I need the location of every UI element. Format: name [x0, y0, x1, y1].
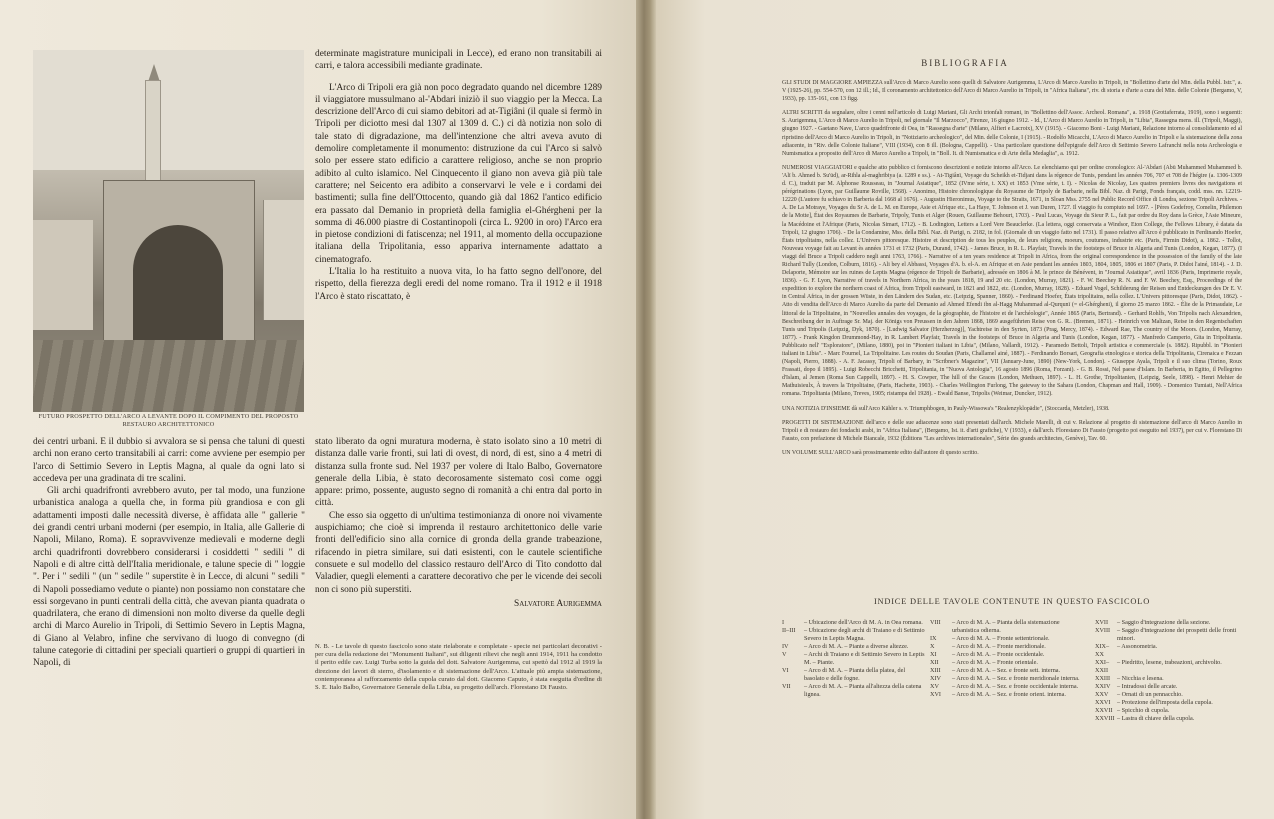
paragraph: Gli archi quadrifronti avrebbero avuto, per tal modo, una funzione urbanistica analoga a quella che, in forma più grandiosa e con gli adattamenti imposti dalle necessità diverse, è affidata alle " gallerie " dei grandi centri urbani moderni (per esempio, in Italia, alle Gallerie di Napoli, Milano, Roma). E sopravvivenze medievali e moderne degli archi quadrifronti dovrebbero considerarsi i cosiddetti " sedili " di Napoli e di altre città dell'Italia meridionale, e talune specie di " loggie ". Per i " sedili " (un " sedile " superstite è in Lecce, di alcuni " sedili " di Napoli possediamo vedute o piante) non possiamo non constatare che essi sorgevano in punti centrali della città, che avevan pianta quadrata o quadrilatera, che erano di dimensioni non molto diverse da quelle degli archi di Marco Aurelio in Tripoli, di Settimio Severo in Leptis Magna, di Giano al Velabro, infine che servivano di luogo di convegno (di talune categorie di cittadini per speciali quartieri o gruppi di quartieri in Napoli, di — [33, 486, 305, 669]
plate-number: XII — [930, 659, 939, 666]
paragraph: stato liberato da ogni muratura moderna, è stato isolato sino a 10 metri di distanza dalle varie fronti, sui lati di ovest, di nord, di est, sino a 4 metri di distanza sulla fronte sud. Nel 1937 per volere di Italo Balbo, Governatore generale della Libia, è stato decorosamente sistemato così come oggi appare: primo, possente, augusto segno di romanità a chi entra dal porto in città. — [315, 437, 602, 509]
paragraph: determinate magistrature municipali in Lecce), ed erano non transitabili ai carri, e talora accessibili mediante gradinate. — [315, 49, 602, 72]
index-entry — [930, 659, 1085, 667]
plate-number: XIII — [930, 667, 941, 674]
plate-title: – Arco di M. A. – Pianta della platea, del basolato e delle fogne. — [804, 667, 906, 682]
plate-number: XVIII — [1095, 627, 1111, 634]
text-column-1 — [315, 48, 602, 303]
index-column-3 — [1095, 619, 1245, 723]
plate-title: – Spicchio di cupola. — [1117, 707, 1170, 714]
index-entry — [1095, 627, 1245, 643]
index-entry — [1095, 715, 1245, 723]
index-entry — [930, 667, 1085, 675]
plate-title: – Piedritto, lesene, trabeazioni, archivolto. — [1117, 659, 1222, 666]
index-title: INDICE DELLE TAVOLE CONTENUTE IN QUESTO FASCICOLO — [873, 597, 1151, 606]
photo-caption: FUTURO PROSPETTO DELL'ARCO A LEVANTE DOPO IL COMPIMENTO DEL PROPOSTO RESTAURO ARCHITETTONICO — [38, 413, 299, 428]
plate-number: X — [930, 643, 935, 650]
index-entry — [930, 651, 1085, 659]
left-page — [0, 0, 636, 819]
plate-number: XI — [930, 651, 937, 658]
index-column-2 — [930, 619, 1085, 699]
author-signature: Salvatore Aurigemma — [514, 598, 602, 609]
plate-number: VI — [782, 667, 789, 674]
plate-number: XV — [930, 683, 939, 690]
index-entry — [930, 675, 1085, 683]
plate-number: VIII — [930, 619, 941, 626]
plate-number: XVII — [1095, 619, 1109, 626]
plate-number: V — [782, 651, 787, 658]
plate-number: XXVIII — [1095, 715, 1115, 722]
index-entry — [1095, 699, 1245, 707]
paragraph: L'Italia lo ha restituito a nuova vita, lo ha fatto segno dell'onore, del rispetto, della fierezza degli eredi del nome romano. Tra il 1912 e il 1918 l'Arco è stato riscattato, è — [315, 267, 602, 302]
plate-number: XVI — [930, 691, 941, 698]
plate-title: – Arco di M. A. – Fronte occidentale. — [952, 651, 1045, 658]
bibliography — [782, 79, 1242, 463]
index-entry — [1095, 659, 1245, 675]
index-entry — [782, 651, 927, 667]
paragraph: Che esso sia oggetto di un'ultima testimonianza di onore noi vivamente auspichiamo; che cioè si imprenda il restauro architettonico delle varie fronti dell'edificio sino alla cornice di gronda della grande trabeazione, rifacendo in pietra similare, sui dati esistenti, con le cautele scientifiche consuete e sul modello del classico restauro dell'Arco di Tito condotto dal Valadier, quegli elementi a carattere decorativo che per le vicende dei secoli non ci sono più superstiti. — [315, 510, 602, 595]
plate-title: – Arco di M. A. – Sez. e fronte orient. interna. — [952, 691, 1066, 698]
book-gutter — [636, 0, 656, 819]
index-entry — [1095, 643, 1245, 659]
plate-title: – Arco di M. A. – Pianta della sistemazione urbanistica odierna. — [952, 619, 1060, 634]
index-entry — [782, 643, 927, 651]
paved-ground — [33, 340, 304, 412]
bibliography-paragraph: UN VOLUME SULL'ARCO sarà prossimamente edito dall'autore di questo scritto. — [782, 449, 979, 456]
plate-title: – Ubicazione degli archi di Traiano e di Settimio Severo in Leptis Magna. — [804, 627, 925, 642]
index-entry — [930, 683, 1085, 691]
plate-title: – Ubicazione dell'Arco di M. A. in Oea romana. — [804, 619, 923, 626]
index-entry — [930, 691, 1085, 699]
index-entry — [782, 627, 927, 643]
plate-number: VII — [782, 683, 791, 690]
plate-title: – Arco di M. A. – Fronte meridionale. — [952, 643, 1046, 650]
index-entry — [782, 619, 927, 627]
plate-number: IV — [782, 643, 789, 650]
plate-number: XIV — [930, 675, 941, 682]
plate-title: – Ornati di un pennacchio. — [1117, 691, 1183, 698]
bibliography-paragraph: NUMEROSI VIAGGIATORI e qualche atto pubblico ci forniscono descrizioni e notizie intorno all'Arco. Le elenchiamo qui per ordine cronologico: Al-'Abdari (Abū Muhammed Muhammed b. 'Alī b. Ahmed b. Su'ūd), ar-Rihla al-maghribiya (a. 1289 e ss.). - At-Tigiânī, Voyage du Scheikh et-Tidjani dans la régence de Tunis, pendant les années 706, 707 et 708 de l'hégire (a. 1306-1309 d. C.), traduit par M. Alphonse Rousseau, in "Journal Asiatique", 1852 (IVme série, t. XX) et 1853 (Vme série, t. I). - Nicolas de Nicolay, Les quatres premiers livres des navigations et pérégrinations (Lyon, par Guillaume Roville, 1568). - Anonimo, Histoire chronologique du Royaume de Tripoly de Barbarie, nella Bibl. Naz. di Parigi, Fonds français, codd. mss. nn. 12219-12220 (L'autore fu schiavo in Barberia dal 1668 al 1676). - Augustin Hieronimus, Voyage to the Straits, 1671, in Sloan Mss. 2755 nel Public Record Office di Londra, sezione Tripoli Archives. - A. De La Motraye, Voyages du Sr A. de L. M. en Europe, Asie et Afrique etc., La Haye, T. Johnson et J. van Duren, 1727. Il viaggio fu compiuto nel 1697. - [Pères Godefroy, Comelin, Philemon de la Motte], État des Royaumes de Barbarie, Tripoly, Tunis et Alger (Rouen, Guillaume Behourt, 1703). - Paul Lucas, Voyage du Sieur P. L., fait par ordre du Roy dans la Grèce, l'Asie Mineure, la Macédoine et l'Afrique (Paris, Nicolas Simart, 1712). - B. Lodington, Letters a Lord Vere Beauclerke. (La lettera, oggi conservata a Windsor, Eton College, the Fellows Library, è datata da Tripoli, 12 giugno 1706). - De la Condamine, Mss. della Bibl. Naz. di Parigi, n. 2182, in fol. (Giornale di un viaggio fatto nel 1731). Il passo relativo all'Arco è pubblicato in Ferdinando Hoefer, États tripolitains, nella collez. L'Univers pittoresque. Histoire et description de tous les peuples, de leurs religions, moeurs, coutumes, industrie etc. (Paris, Firmin Didot), a. 1862. - Tollot, Nouveau voyage fait au Levant ès années 1731 et 1732 (Paris, Durand, 1742). - James Bruce, in R. L. Playfair, Travels in the footsteps of Bruce in Algeria and Tunis (London, Kegan, 1877). (I viaggi del Bruce a Tripoli caddero negli anni 1763, 1766). - Narrative of a ten years residence at Tripoli in Africa, from the original correspondence in the possession of the family of the late Richard Tully (London, Colburn, 1816). - Ali bey el Abbassi, Voyages d'A. b. el-A. en Afrique et en Asie pendant les années 1803, 1804, 1805, 1806 et 1807 (Paris, P. Didot l'ainé, 1814). - J. D. Delaporte, Mémoire sur les ruines de Leptis Magna (régence de Tripoli de Barbarie), adressée en 1806 à M. le prince de Bénévent, in "Journal Asiatique", avril 1836 (Paris, Imprimerie royale, 1836). - G. F. Lyon, Narrative of travels in Northern Africa, in the years 1818, 19 and 20 etc. (London, Murray, 1821). - F. W. Beechey R. N. and F. W. Beechey, Esq., Proceedings of the expedition to explore the northern coast of Africa, from Tripoli eastward, in 1821 and 1822, etc. (London, Murray, 1828). - Eduard Vogel, Schilderung der Reisen und Entdeckungen des Dr E. V. in Central Africa, in der grossen Wüste, in den Ländern des Sudan, etc. (Leipzig, Spanner, 1860). - Ferdinand Hoefer, États tripolitains, nella collez. L'Univers pittoresque (Paris, Didot, 1862). - Atto di vendita dell'Arco di Marco Aurelio da parte del Demanio ad Ahmed Efendi ibn al-Hagg Muhammad al-Qurqunī (= el-Ghérgheni), il giorno 25 marzo 1862. - Élie de la Primaudaie, Le littoral de la Tripolitaine, in "Nouvelles annales des voyages, de la géographie, de l'histoire et de l'archéologie", Année 1865 (Paris, Bertrand). - Gerhard Rohlfs, Von Tripolis nach Alexandrien, Beschreibung der in Auftrage Sr. Maj. der Königs von Preussen in den Jahren 1868, 1869 ausgeführten Reise von G. R.. (Bremen, 1871). - Heinrich von Maltzan, Reise in den Regentschaften Tunis und Tripolis (Leipzig, Dyk, 1870). - [Ludwig Salvator (Herzherzog)], Yachtreise in den Syrten, 1873 (Prag, Mercy, 1874). - Edward Rae, The country of the Moors. (London, Murray, 1877). - Frank Kingdon Drummond-Hay, in R. Lambert Playfair, Travels in the footsteps of Bruce in Algeria and Tunis (London, Kegan, 1877). - Manfredo Camperio, Gita in Tripolitania. Pubblicato nell' "Esploratore", (Milano, 1880), poi in "Pionieri italiani in Libia", (Milano, Vallardi, 1912). - Paramedo Bettoli, Tripoli artistica e commerciale (s. 1882). Ripubbl. in "Pionieri italiani in Libia". - Marc Fournel, La Tripolitaine. Les routes du Soudan (Paris, Challamel ainé, 1887). - Ferdinando Borsari, Geografia etnologica e storica della Tripolitania, Cirenaica e Fezzan (Napoli, Pierro, 1888). - A. F. Jacassy, Tripoli of Barbary, in "Scribner's Magazine", VII (January-June, 1890) (New-York, London). - Giuseppe Ayala, Tripoli e il suo clima (Torino, Roux Frassati, dopo il 1895). - Luigi Robecchi Bricchetti, Tripolitania, in "Nuova Antologia", 16 agosto 1896 (Roma, Forzani). - G. B. Rossi, Nel paese d'Islam. In Barberia, in Egitto, il Pellegrino d'Islam, al Jemen (Roma Sun Cappelli, 1897). - H. S. Cowper, The hill of the Graces (London, Methuen, 1897). - L. H. Grothe, Tripolitanien, (Leipzig, Seele, 1898). - Henri Mehier de Mathuisieulx, À travers la Tripolitaine, (Paris, Hachette, 1903). - Charles Wellington Furlong, The gateway to the Sahara (London, Chapman and Hall, 1909). - Domenico Tumiati, Nell'Africa romana. Tripolitania (Milano, Treves, 1905; ristampa del 1928). - Ewald Banse, Tripolis (Weimar, Duncker, 1912). — [782, 164, 1242, 398]
plate-title: – Arco di M. A. – Sez. e fronte occidentale interna. — [952, 683, 1079, 690]
plate-title: – Arco di M. A. – Fronte orientale. — [952, 659, 1038, 666]
plate-title: – Arco di M. A. – Sez. e fronte sett. interna. — [952, 667, 1061, 674]
plate-number: II–III — [782, 627, 796, 634]
index-entry — [1095, 707, 1245, 715]
plate-number: XXIII — [1095, 675, 1111, 682]
plate-title: – Lastra di chiave della cupola. — [1117, 715, 1195, 722]
index-entry — [930, 643, 1085, 651]
plate-number: XIX–XX — [1095, 643, 1110, 658]
index-column-1 — [782, 619, 927, 699]
paragraph: L'Arco di Tripoli era già non poco degradato quando nel dicembre 1289 il viaggiatore mussulmano al-'Abdari iniziò il suo viaggio per la Mecca. La descrizione dell'Arco di cui siamo debitori ad at-Tigiâni (il quale si fermò in Tripoli per diciotto mesi dal 1307 al 1309 d. C.) ci dà notizia non solo di tale stato di digradazione, ma dell'intenzione che altri aveva avuto di demolire completamente il monumento: distruzione da cui l'Arco si salvò solo per essere stato edificio a carattere religioso, anche se non proprio adibito al culto islamico. Nel Cinquecento il giano non aveva già più tale carattere; nel Seicento era adibito a conservarvi le vele e i cordami dei bastimenti; sulla fine dell'Ottocento, quando già dal 1862 l'antico edificio era passato dal Demanio in proprietà della famiglia el-Ghérgheni per la somma di 46.000 piastre di Costantinopoli (circa L. 9200 in oro) l'Arco era in pietose condizioni di fatiscenza; nel 1911, al momento della occupazione italiana della Tripolitania, esso appariva internamente adattato a cinematografo. — [315, 82, 602, 265]
plate-title: – Protezione dell'imposta della cupola. — [1117, 699, 1213, 706]
footnote: N. B. - Le tavole di questo fascicolo sono state rielaborate e completate - specie nei particolari decorativi - per cura della redazione dei "Monumenti Italiani", sui diligenti rilievi che negli anni 1914, 1911 ha condotto il perito edile cav. Luigi Turba sotto la guida del dott. Salvatore Aurigemma, cui spettò dal 1912 al 1919 la direzione dei lavori di sterro, d'isolamento e di sistemazione dell'Arco. L'attuale più ampia sistemazione, contemporanea al rafforzamento della cupola curato dal dott. Giacomo Caputo, è stata eseguita d'ordine di S. E. Italo Balbo, Governatore Generale della Libia, su progetto dell'arch. Florestano Di Fausto. — [315, 643, 602, 692]
index-entry — [782, 667, 927, 683]
index-entry — [1095, 683, 1245, 691]
plate-number: I — [782, 619, 785, 626]
index-entry — [1095, 619, 1245, 627]
plate-title: – Intradossi delle arcate. — [1117, 683, 1178, 690]
index-entry — [930, 619, 1085, 635]
arch-photo — [33, 50, 304, 412]
plate-number: XXI–XXII — [1095, 659, 1110, 674]
bibliography-paragraph: PROGETTI DI SISTEMAZIONE dell'arco e delle sue adiacenze sono stati presentati dall'arch. Michele Marelli, di cui v. Relazione al progetto di sistemazione dell'arco di Marco Aurelio in Tripoli e di restauro dei fondachi arabi, in "Africa Italiana", (Bergamo, Ist. it. d'arti grafiche), V (1933), e dall'arch. Florestano Di Fausto (progetto poi eseguito nel 1937), per cui v. Florestano Di Fausto, con prefazione di Michele Biancale, 1932 (Éditions "Les archives internationales", Série des grands architectes, Genève), Tav. 60. — [782, 419, 1242, 442]
index-entry — [782, 683, 927, 699]
plate-title: – Nicchia e lesena. — [1117, 675, 1164, 682]
text-column-2 — [33, 436, 305, 670]
bibliography-paragraph: ALTRI SCRITTI da segnalare, oltre i cenni nell'articolo di Luigi Mariani, Gli Archi trionfali romani, in "Bollettino dell'Assoc. Archeol. Romana", a. 1918 (Grottaferrata, 1919), sono i seguenti: S. Aurigemma, L'Arco di Marco Aurelio in Tripoli, nel giornale "Il Marzocco", Firenze, 16 giugno 1912. - Id., L'Arco di Marco Aurelio in Tripoli, in "Libia", Rassegna mens. ill. (Tripoli, Maggi), giugno 1927. - Gaetano Nave, L'arco quadrifronte di Oea, in "Rassegna d'arte" (Milano, Alfieri e Lacroix), XV (1915). - Giacomo Boni - Luigi Mariani, Relazione intorno al consolidamento ed al ripristino dell'Arco di Marco Aurelio in Tripoli, in "Notiziario archeologico", del Min. delle Colonie, I (1915). - Rodolfo Micacchi, L'Arco di Marco Aurelio in Tripoli e la sistemazione della zona adiacente, in "Riv. delle Colonie Italiane", VIII (1934), con 8 ill. (Bologna, Cappelli). - Una particolare questione dell'epigrafe dell'Arco di Settimio Severo Lafranchi nella nota Archeologia e Numismatica a proposito dell'Arco di Marco Aurelio a Tripoli, in "Boll. It. di Numismatica e di Arte della Medaglia", a. 1912. — [782, 110, 1242, 157]
bibliography-paragraph: GLI STUDI DI MAGGIORE AMPIEZZA sull'Arco di Marco Aurelio sono quelli di Salvatore Aurigemma, L'Arco di Marco Aurelio in Tripoli, in "Bollettino d'arte del Min. della Pubbl. Istr.", a. V (1925-26), pp. 554-570, con 12 ill.; Id., Il coronamento architettonico dell'Arco di Marco Aurelio in Tripoli, in "Africa Italiana", riv. di storia e d'arte a cura del Min. delle Colonie (Bergamo, V, 1933), pp. 135-161, con 13 figg. — [782, 80, 1242, 103]
index-entry — [1095, 675, 1245, 683]
plate-number: IX — [930, 635, 937, 642]
plate-title: – Assonometria. — [1117, 643, 1158, 650]
plate-title: – Archi di Traiano e di Settimio Severo in Leptis M. – Piante. — [804, 651, 925, 666]
plate-number: XXVI — [1095, 699, 1111, 706]
plate-title: – Arco di M. A. – Fronte settentrionale. — [952, 635, 1050, 642]
index-entry — [930, 635, 1085, 643]
plate-title: – Saggio d'integrazione dei prospetti delle fronti minori. — [1117, 627, 1237, 642]
page-title: BIBLIOGRAFIA — [921, 58, 1009, 68]
text-column-3 — [315, 436, 602, 610]
plate-number: XXIV — [1095, 683, 1111, 690]
plate-number: XXV — [1095, 691, 1109, 698]
plate-title: – Arco di M. A. – Sez. e fronte meridionale interna. — [952, 675, 1080, 682]
index-entry — [1095, 691, 1245, 699]
plate-title: – Arco di M. A. – Piante a diverse altezze. — [804, 643, 909, 650]
plate-title: – Saggio d'integrazione della sezione. — [1117, 619, 1211, 626]
plate-title: – Arco di M. A. – Pianta all'altezza della catena lignea. — [804, 683, 922, 698]
paragraph: dei centri urbani. E il dubbio si avvalora se si pensa che taluni di questi archi non erano certo transitabili ai carri: come avviene per esempio per l'arco di Settimio Severo in Leptis Magna, al quale da ogni lato si accedeva per una gradinata di tre scalini. — [33, 437, 305, 484]
plate-number: XXVII — [1095, 707, 1113, 714]
bibliography-paragraph: UNA NOTIZIA D'INSIEME dà sull'Arco Kähler s. v. Triumphbogen, in Pauly-Wissowa's "Realenzyklopädie", (Stoccarda, Metzler), 1938. — [782, 405, 1110, 412]
